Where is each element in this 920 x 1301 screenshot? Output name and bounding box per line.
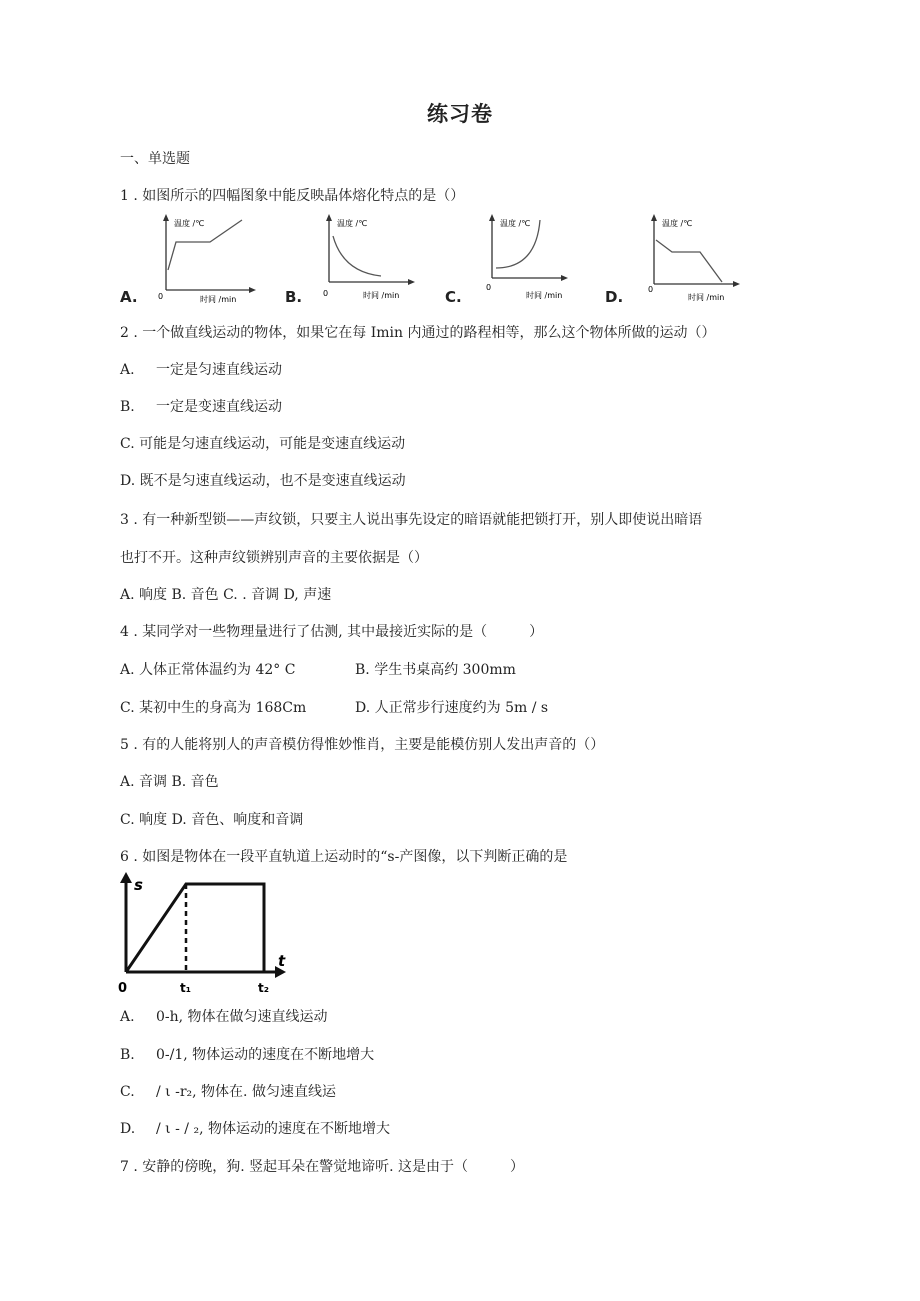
q6-option-b: B. 0-/1, 物体运动的速度在不断地增大 (120, 1047, 375, 1063)
q6-option-c: C. / ι -r₂, 物体在. 做匀速直线运 (120, 1084, 336, 1100)
q6-s-t-graph (112, 868, 297, 996)
q2-option-c: C. 可能是匀速直线运动，可能是变速直线运动 (120, 436, 406, 452)
page-title: 练习卷 (427, 102, 493, 126)
q1-option-a-label: A. (120, 288, 138, 306)
q1-d-ylabel: 温度 /℃ (662, 219, 693, 228)
q1-option-c-label: C. (445, 288, 462, 306)
q1-c-origin: 0 (486, 283, 492, 292)
q6-t2-label: t₂ (258, 981, 269, 995)
q1-graph-c (478, 212, 598, 304)
q1-graph-a (148, 212, 268, 304)
question-3-text-line1: 3 . 有一种新型锁——声纹锁，只要主人说出事先设定的暗语就能把锁打开，别人即使说出暗语 (120, 512, 703, 528)
q3-options: A. 响度 B. 音色 C. . 音调 D, 声速 (120, 587, 332, 603)
q2-option-d: D. 既不是匀速直线运动，也不是变速直线运动 (120, 473, 406, 489)
q1-a-ylabel: 温度 /℃ (174, 219, 205, 228)
q1-option-d-label: D. (605, 288, 624, 306)
q5-options-line2: C. 响度 D. 音色、响度和音调 (120, 812, 304, 828)
q6-origin: 0 (118, 981, 128, 996)
q1-d-xlabel: 时间 /min (688, 293, 725, 302)
q1-b-origin: 0 (323, 289, 329, 298)
q4-option-d: D. 人正常步行速度约为 5m / s (355, 700, 549, 716)
question-2-text: 2 . 一个做直线运动的物体，如果它在每 Imin 内通过的路程相等，那么这个物体所做的运动（） (120, 325, 716, 341)
q2-option-b: B. 一定是变速直线运动 (120, 399, 282, 415)
q6-ylabel: s (134, 876, 143, 894)
q4-option-b: B. 学生书桌高约 300mm (355, 662, 516, 678)
q1-b-xlabel: 时间 /min (363, 291, 400, 300)
q1-a-origin: 0 (158, 292, 164, 301)
question-3-text-line2: 也打不开。这种声纹锁辨别声音的主要依据是（） (120, 550, 428, 566)
q1-c-xlabel: 时间 /min (526, 291, 563, 300)
q1-option-b-label: B. (285, 288, 303, 306)
q1-graph-d (640, 212, 760, 304)
q6-option-d: D. / ι - / ₂, 物体运动的速度在不断地增大 (120, 1121, 390, 1137)
q1-a-xlabel: 时间 /min (200, 295, 237, 304)
q6-option-a: A. 0-h, 物体在做匀速直线运动 (120, 1009, 328, 1025)
q6-xlabel: t (278, 952, 286, 970)
q6-t1-label: t₁ (180, 981, 191, 995)
q4-option-a: A. 人体正常体温约为 42° C (120, 662, 296, 678)
q2-option-a: A. 一定是匀速直线运动 (120, 362, 282, 378)
question-1-text: 1 . 如图所示的四幅图象中能反映晶体熔化特点的是（） (120, 188, 465, 204)
q1-c-ylabel: 温度 /℃ (500, 219, 531, 228)
question-5-text: 5 . 有的人能将别人的声音模仿得惟妙惟肖，主要是能模仿别人发出声音的（） (120, 737, 605, 753)
question-4-text: 4 . 某同学对一些物理量进行了估测, 其中最接近实际的是（ ） (120, 624, 544, 640)
q5-options-line1: A. 音调 B. 音色 (120, 774, 219, 790)
question-7-text: 7 . 安静的傍晚，狗. 竖起耳朵在警觉地谛听. 这是由于（ ） (120, 1159, 525, 1175)
section-heading: 一、单选题 (120, 151, 190, 167)
question-6-text: 6 . 如图是物体在一段平直轨道上运动时的“s-产图像，以下判断正确的是 (120, 849, 568, 865)
q1-graph-b (315, 212, 435, 304)
q1-d-origin: 0 (648, 285, 654, 294)
q4-option-c: C. 某初中生的身高为 168Cm (120, 700, 307, 716)
q1-b-ylabel: 温度 /℃ (337, 219, 368, 228)
